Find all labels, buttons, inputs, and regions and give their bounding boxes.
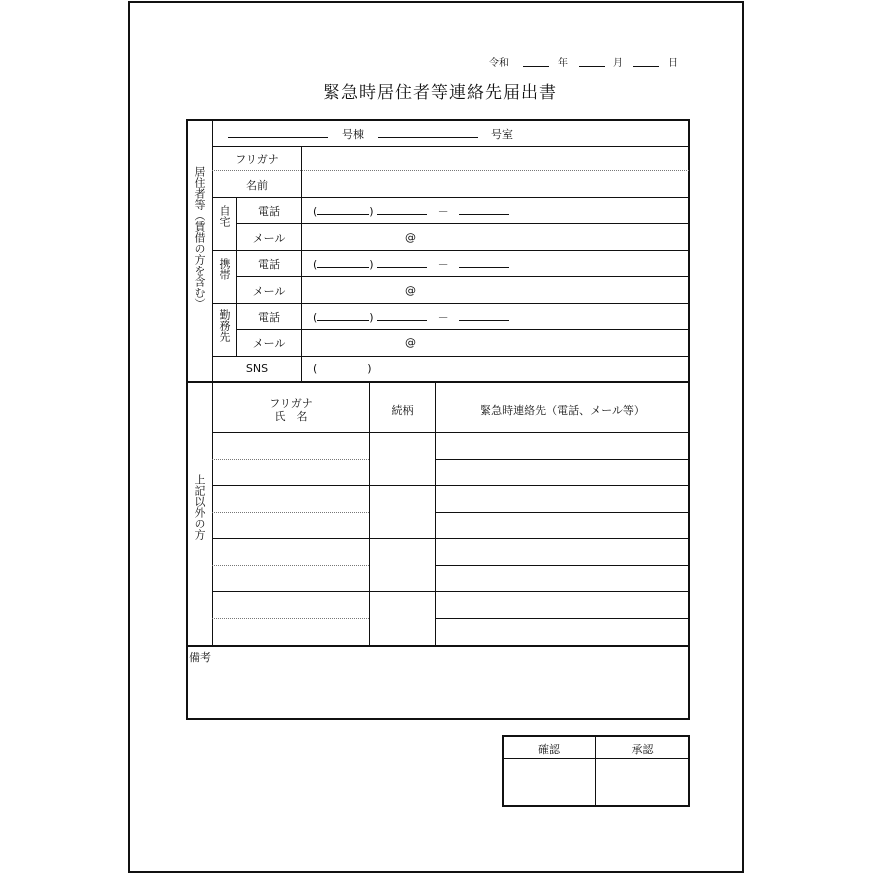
- home-email-field[interactable]: @: [405, 231, 416, 244]
- sns-field[interactable]: ( ): [313, 362, 372, 375]
- work-label: 勤務先: [218, 309, 231, 342]
- resident-section-label: 居住者等（賃借の方を含む）: [193, 166, 206, 309]
- home-label: 自宅: [218, 205, 231, 227]
- sns-label: SNS: [245, 362, 269, 375]
- work-phone-field[interactable]: ( ) －: [313, 309, 509, 325]
- col-name-line1: フリガナ: [269, 397, 313, 410]
- work-email-label: メール: [252, 337, 286, 350]
- name-label: 名前: [246, 179, 268, 192]
- date-year-field[interactable]: [523, 57, 549, 67]
- list-item[interactable]: [213, 592, 369, 644]
- col-contact: 緊急時連絡先（電話、メール等）: [480, 404, 645, 417]
- list-item[interactable]: [213, 433, 369, 485]
- approve-stamp-area[interactable]: [597, 760, 688, 805]
- mobile-phone-field[interactable]: ( ) －: [313, 256, 509, 272]
- home-phone-field[interactable]: ( ) －: [313, 203, 509, 219]
- room-number-field[interactable]: [378, 128, 478, 138]
- room-suffix: 号室: [491, 128, 513, 141]
- mobile-email-field[interactable]: @: [405, 284, 416, 297]
- home-email-label: メール: [252, 232, 286, 245]
- mobile-email-label: メール: [252, 285, 286, 298]
- home-phone-label: 電話: [258, 205, 280, 218]
- list-item[interactable]: [213, 539, 369, 591]
- confirm-stamp-area[interactable]: [504, 760, 594, 805]
- date-day-label: 日: [668, 58, 678, 69]
- work-phone-label: 電話: [258, 311, 280, 324]
- furigana-label: フリガナ: [235, 153, 279, 166]
- date-month-field[interactable]: [579, 57, 605, 67]
- confirm-label: 確認: [538, 743, 560, 756]
- building-number-field[interactable]: [228, 128, 328, 138]
- date-day-field[interactable]: [633, 57, 659, 67]
- date-era: 令和: [489, 58, 509, 69]
- work-email-field[interactable]: @: [405, 336, 416, 349]
- col-name-line2: 氏 名: [274, 410, 308, 423]
- remarks-label: 備考: [189, 651, 211, 664]
- others-section-label: 上記以外の方: [193, 474, 206, 540]
- list-item[interactable]: [213, 486, 369, 538]
- mobile-phone-label: 電話: [258, 258, 280, 271]
- building-suffix: 号棟: [342, 128, 364, 141]
- furigana-field[interactable]: [303, 148, 688, 170]
- date-year-label: 年: [558, 58, 568, 69]
- date-month-label: 月: [613, 58, 623, 69]
- name-field[interactable]: [303, 172, 688, 196]
- remarks-box[interactable]: [186, 645, 690, 720]
- col-relation: 続柄: [391, 404, 414, 417]
- page-title: 緊急時居住者等連絡先届出書: [323, 83, 557, 103]
- mobile-label: 携帯: [218, 258, 231, 280]
- approve-label: 承認: [631, 743, 654, 756]
